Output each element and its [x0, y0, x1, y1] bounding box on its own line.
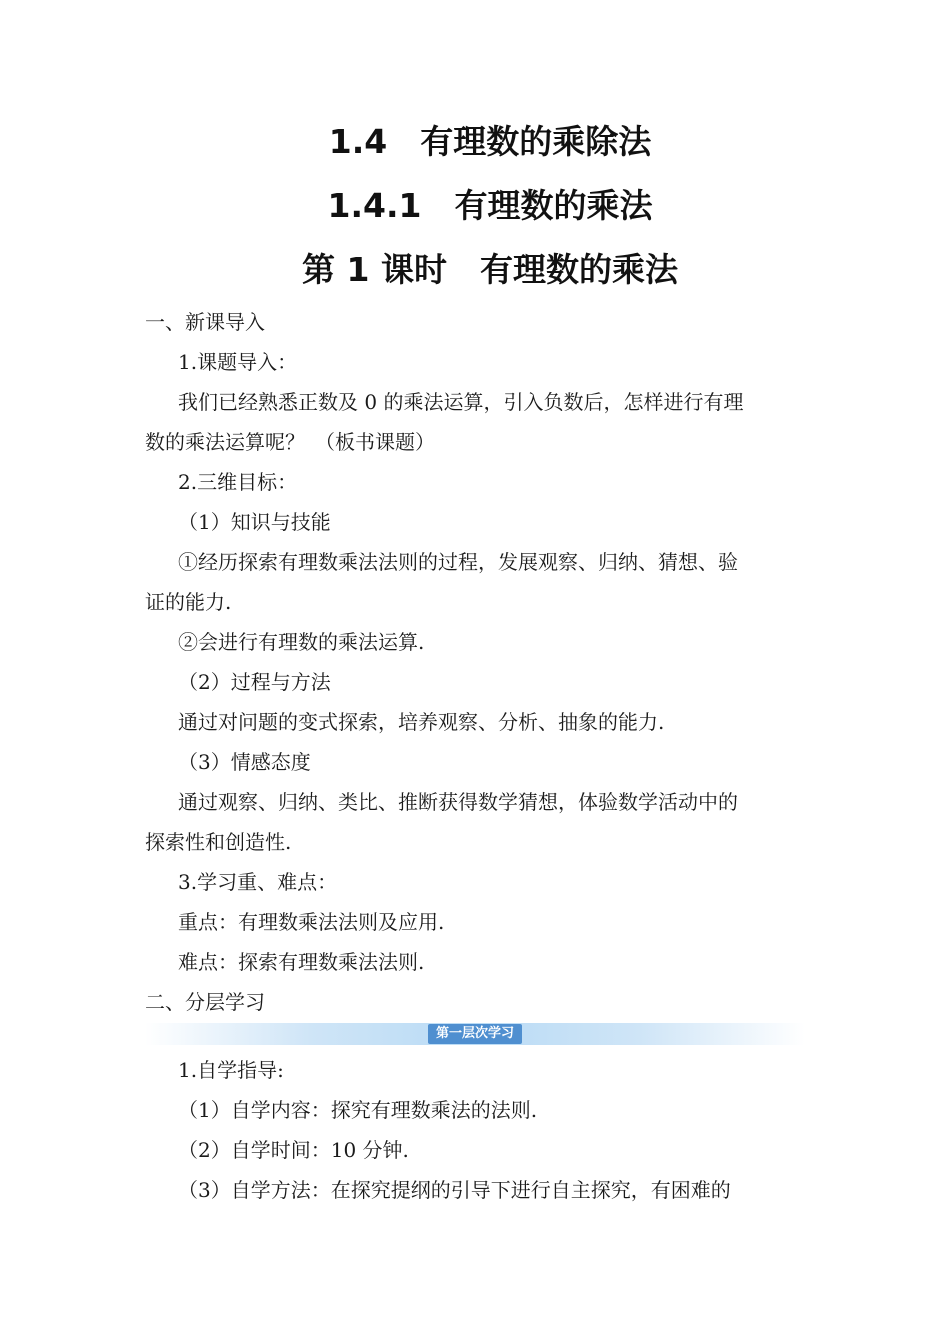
paragraph: 重点：有理数乘法法则及应用.: [178, 910, 445, 934]
paragraph: ②会进行有理数的乘法运算.: [178, 630, 425, 654]
paragraph: 探索性和创造性.: [145, 830, 292, 854]
section-title: 1.4.1 有理数的乘法: [327, 186, 653, 225]
section-heading-layered: 二、分层学习: [145, 990, 265, 1014]
level-banner-label: 第一层次学习: [428, 1024, 522, 1044]
paragraph: 我们已经熟悉正数及 0 的乘法运算，引入负数后，怎样进行有理: [178, 390, 744, 414]
paragraph: 通过观察、归纳、类比、推断获得数学猜想，体验数学活动中的: [178, 790, 738, 814]
paragraph: （1）知识与技能: [178, 510, 331, 534]
paragraph: 难点：探索有理数乘法法则.: [178, 950, 425, 974]
paragraph: 3.学习重、难点：: [178, 870, 338, 894]
paragraph: （2）过程与方法: [178, 670, 331, 694]
paragraph: 通过对问题的变式探索，培养观察、分析、抽象的能力.: [178, 710, 665, 734]
paragraph: （3）情感态度: [178, 750, 311, 774]
main-title: 1.4 有理数的乘除法: [328, 122, 652, 161]
paragraph: ①经历探索有理数乘法法则的过程，发展观察、归纳、猜想、验: [178, 550, 738, 574]
paragraph: （3）自学方法：在探究提纲的引导下进行自主探究，有困难的: [178, 1178, 731, 1202]
paragraph: 证的能力.: [145, 590, 232, 614]
paragraph: （1）自学内容：探究有理数乘法的法则.: [178, 1098, 538, 1122]
lesson-title: 第 1 课时 有理数的乘法: [302, 250, 678, 289]
section-heading-intro: 一、新课导入: [145, 310, 265, 334]
paragraph: 1.课题导入：: [178, 350, 298, 374]
paragraph: （2）自学时间：10 分钟.: [178, 1138, 409, 1162]
paragraph: 1.自学指导:: [178, 1058, 284, 1082]
paragraph: 2.三维目标：: [178, 470, 298, 494]
paragraph: 数的乘法运算呢？ （板书课题）: [145, 430, 435, 454]
level-banner: [145, 1023, 805, 1045]
